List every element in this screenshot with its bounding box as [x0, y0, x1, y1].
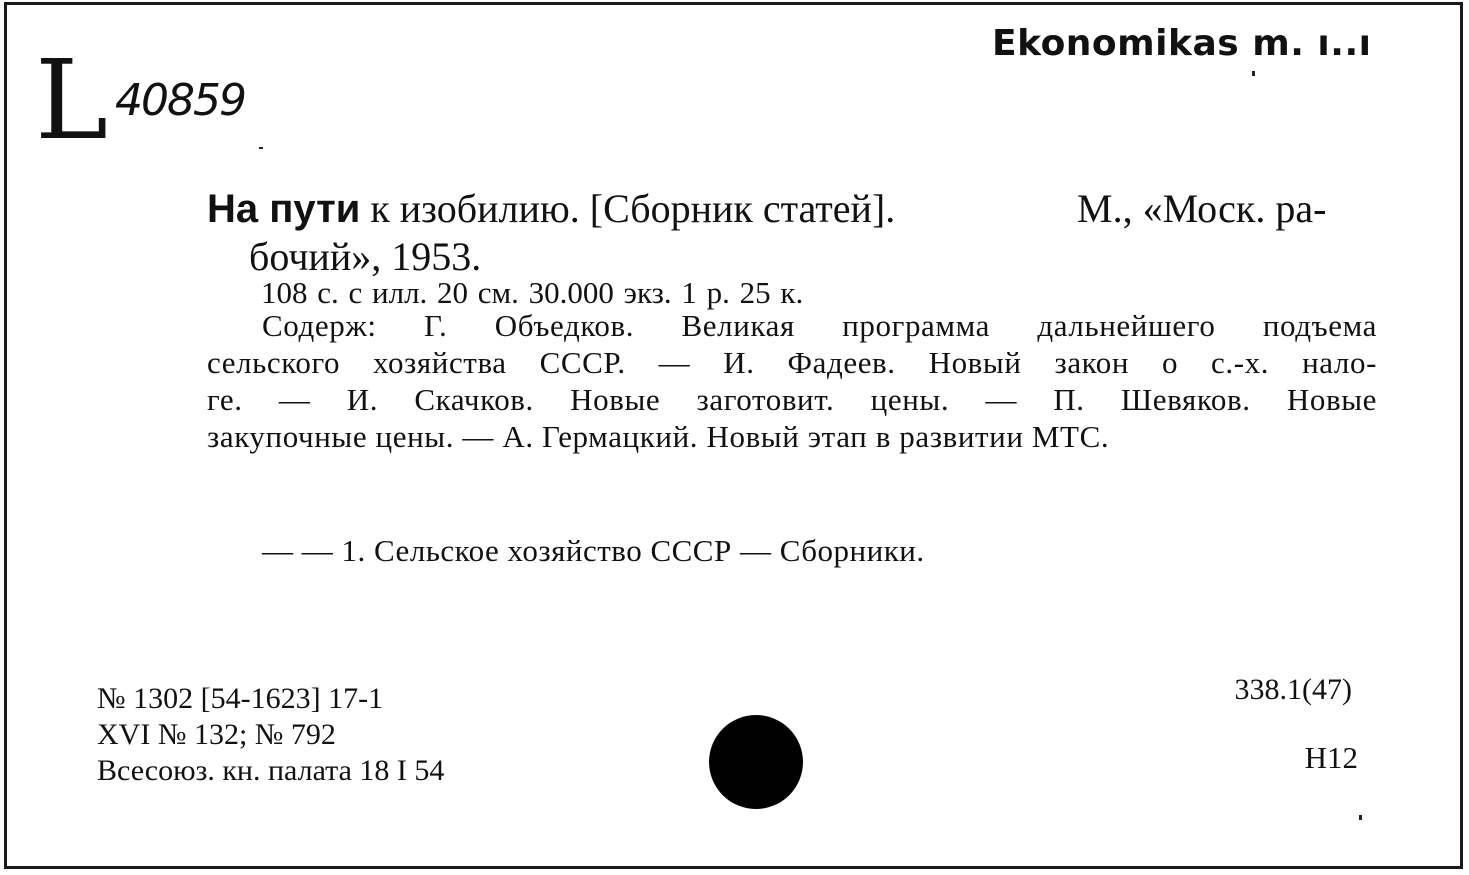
imprint-start: М., «Моск. ра- [1077, 186, 1327, 231]
contents-line: закупочные цены. — А. Гермацкий. Новый этап в развитии МТС. [207, 419, 1110, 454]
registration-line: Всесоюз. кн. палата 18 I 54 [97, 754, 445, 787]
classification-number: 338.1(47) [1234, 673, 1352, 706]
title-rest: к изобилию. [Сборник статей]. [370, 186, 896, 231]
catalog-card [4, 2, 1463, 869]
ink-speck [1359, 815, 1362, 820]
ink-speck [1252, 71, 1255, 76]
author-sign: Н12 [1304, 740, 1358, 775]
subject-heading: — — 1. Сельское хозяйство СССР — Сборники. [262, 533, 925, 568]
section-stamp: Ekonomikas m. ı..ı [992, 23, 1372, 64]
contents-line: сельского хозяйства СССР. — И. Фадеев. Новый закон о с.-х. нало- [207, 345, 1377, 380]
imprint-end: бочий», 1953. [249, 234, 482, 279]
contents-line: Содерж: Г. Объедков. Великая программа дальнейшего подъема [262, 308, 1377, 343]
registration-info [97, 681, 444, 789]
title-bold: На пути [207, 187, 361, 231]
contents-line: ге. — И. Скачков. Новые заготовит. цены. — П. Шевяков. Новые [207, 382, 1377, 417]
contents-note [207, 307, 1377, 455]
registration-line: № 1302 [54-1623] 17-1 [97, 682, 384, 715]
ink-speck [259, 147, 263, 149]
call-number: 40859 [115, 75, 245, 126]
registration-line: XVI № 132; № 792 [97, 718, 336, 751]
call-letter: L [35, 36, 109, 164]
physical-description: 108 с. с илл. 20 см. 30.000 экз. 1 р. 25 к. [261, 275, 804, 310]
title-line [207, 185, 895, 232]
punch-hole [709, 715, 803, 809]
